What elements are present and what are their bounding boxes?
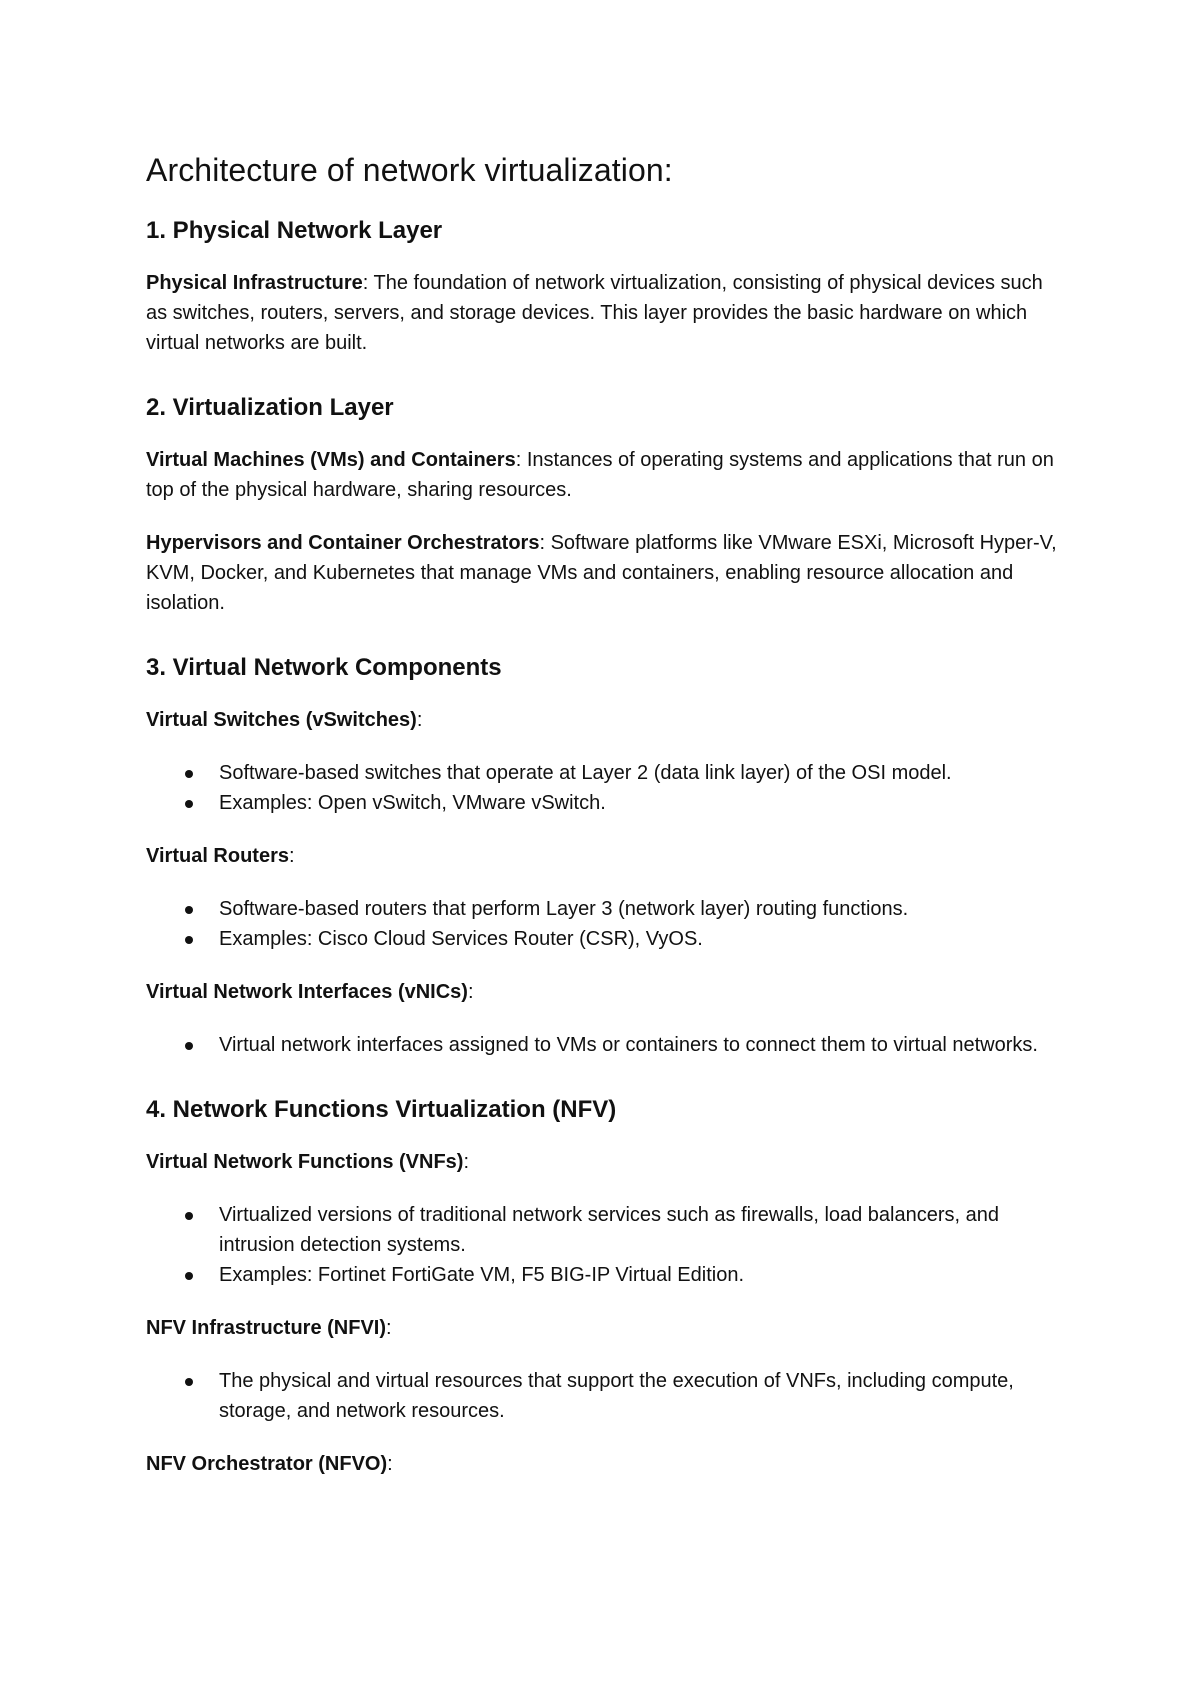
- list-item: [146, 758, 1066, 788]
- term-paragraph: [146, 1313, 1066, 1343]
- term-label: Virtual Network Interfaces (vNICs): [146, 981, 468, 1003]
- bullet-dot-icon: [185, 770, 193, 778]
- bullet-list: [146, 758, 1066, 818]
- list-item-text: Virtual network interfaces assigned to VMs or containers to connect them to virtual networks.: [219, 1034, 1038, 1056]
- list-item: [146, 1366, 1066, 1426]
- term-label: Physical Infrastructure: [146, 272, 363, 294]
- bullet-list: [146, 1200, 1066, 1290]
- bullet-list: [146, 1366, 1066, 1426]
- term-label: Virtual Switches (vSwitches): [146, 709, 417, 731]
- bullet-dot-icon: [185, 906, 193, 914]
- section-spacer: [146, 381, 1066, 393]
- term-paragraph: [146, 268, 1066, 358]
- list-item-text: Software-based switches that operate at Layer 2 (data link layer) of the OSI model.: [219, 762, 952, 784]
- bullet-dot-icon: [185, 1272, 193, 1280]
- list-item: [146, 1260, 1066, 1290]
- list-item-text: Software-based routers that perform Layer 3 (network layer) routing functions.: [219, 898, 909, 920]
- section-spacer: [146, 1083, 1066, 1095]
- list-item-text: Virtualized versions of traditional network services such as firewalls, load balancers, and intrusion detection systems.: [219, 1204, 1000, 1256]
- list-item: [146, 894, 1066, 924]
- list-item-text: The physical and virtual resources that support the execution of VNFs, including compute, storage, and network resources.: [219, 1370, 1014, 1422]
- term-label: Hypervisors and Container Orchestrators: [146, 532, 540, 554]
- term-paragraph: [146, 977, 1066, 1007]
- bullet-list: [146, 1030, 1066, 1060]
- section-heading: 4. Network Functions Virtualization (NFV): [146, 1096, 617, 1123]
- section-heading: 1. Physical Network Layer: [146, 217, 443, 244]
- term-paragraph: [146, 528, 1066, 618]
- term-description: : Software platforms like VMware ESXi, Microsoft Hyper-V, KVM, Docker, and Kubernetes that manage VMs and containers, enabling resource allocation and isolation.: [146, 532, 1057, 614]
- bullet-dot-icon: [185, 936, 193, 944]
- term-description: :: [416, 709, 423, 731]
- list-item: [146, 1200, 1066, 1260]
- term-paragraph: [146, 445, 1066, 505]
- term-description: :: [289, 845, 295, 867]
- bullet-dot-icon: [185, 800, 193, 808]
- term-label: NFV Orchestrator (NFVO): [146, 1453, 388, 1475]
- document-page: [146, 150, 1066, 1514]
- term-paragraph: [146, 841, 1066, 871]
- term-paragraph: [146, 1449, 1066, 1479]
- term-description: :: [386, 1317, 392, 1339]
- section-spacer: [146, 641, 1066, 653]
- list-item-text: Examples: Open vSwitch, VMware vSwitch.: [219, 792, 606, 814]
- bullet-dot-icon: [185, 1212, 193, 1220]
- section-heading: 2. Virtualization Layer: [146, 394, 394, 421]
- bullet-list: [146, 894, 1066, 954]
- term-paragraph: [146, 705, 1066, 735]
- list-item-text: Examples: Fortinet FortiGate VM, F5 BIG-IP Virtual Edition.: [219, 1264, 745, 1286]
- bullet-dot-icon: [185, 1378, 193, 1386]
- term-label: Virtual Network Functions (VNFs): [146, 1151, 464, 1173]
- term-description: :: [467, 981, 474, 1003]
- list-item: [146, 924, 1066, 954]
- term-label: Virtual Machines (VMs) and Containers: [146, 449, 516, 471]
- list-item: [146, 788, 1066, 818]
- list-item-text: Examples: Cisco Cloud Services Router (CSR), VyOS.: [219, 928, 703, 950]
- term-label: NFV Infrastructure (NFVI): [146, 1317, 387, 1339]
- term-description: : The foundation of network virtualization, consisting of physical devices such as switches, routers, servers, and storage devices. This layer provides the basic hardware on which virtual networks are built.: [146, 272, 1043, 354]
- document-title: Architecture of network virtualization:: [146, 152, 673, 188]
- term-description: :: [387, 1453, 393, 1475]
- section-spacer: [146, 1502, 1066, 1514]
- term-paragraph: [146, 1147, 1066, 1177]
- term-description: : Instances of operating systems and applications that run on top of the physical hardware, sharing resources.: [146, 449, 1054, 501]
- term-label: Virtual Routers: [146, 845, 289, 867]
- bullet-dot-icon: [185, 1042, 193, 1050]
- term-description: :: [463, 1151, 470, 1173]
- document-body: [146, 216, 1066, 1514]
- list-item: [146, 1030, 1066, 1060]
- section-heading: 3. Virtual Network Components: [146, 654, 502, 681]
